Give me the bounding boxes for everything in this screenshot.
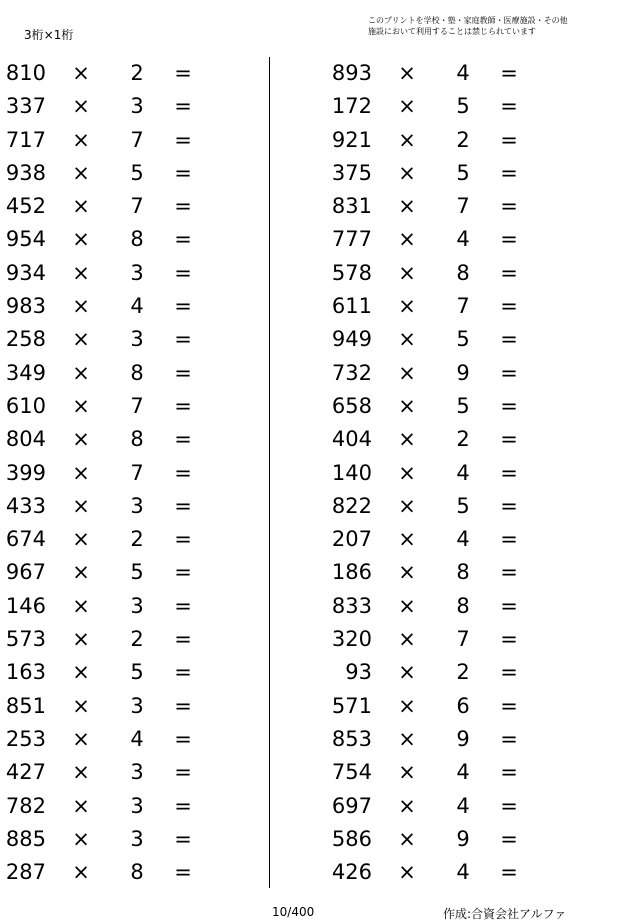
equals-sign: = bbox=[174, 294, 192, 319]
equals-sign: = bbox=[174, 660, 192, 685]
times-sign: × bbox=[398, 327, 416, 352]
multiplicand: 611 bbox=[331, 294, 372, 319]
times-sign: × bbox=[398, 94, 416, 119]
times-sign: × bbox=[398, 793, 416, 818]
multiplicand: 893 bbox=[331, 61, 372, 85]
multiplicand: 433 bbox=[5, 493, 46, 518]
notice-line: 施設において利用することは禁じられています bbox=[368, 27, 536, 36]
multiplicand: 258 bbox=[5, 327, 46, 352]
equals-sign: = bbox=[174, 227, 192, 252]
multiplier: 8 bbox=[130, 360, 144, 385]
multiplier: 5 bbox=[130, 660, 144, 685]
times-sign: × bbox=[72, 560, 90, 585]
times-sign: × bbox=[398, 460, 416, 485]
times-sign: × bbox=[398, 294, 416, 319]
multiplicand: 885 bbox=[5, 826, 46, 851]
times-sign: × bbox=[72, 760, 90, 785]
times-sign: × bbox=[72, 593, 90, 618]
multiplier: 4 bbox=[456, 760, 470, 785]
copyright-notice bbox=[368, 15, 628, 37]
multiplicand: 426 bbox=[331, 860, 372, 885]
times-sign: × bbox=[72, 294, 90, 319]
multiplicand: 754 bbox=[331, 760, 372, 785]
times-sign: × bbox=[72, 94, 90, 119]
multiplier: 9 bbox=[456, 826, 470, 851]
times-sign: × bbox=[398, 227, 416, 252]
multiplier: 3 bbox=[130, 760, 144, 785]
equals-sign: = bbox=[174, 460, 192, 485]
multiplier: 2 bbox=[456, 427, 470, 452]
multiplicand: 717 bbox=[5, 127, 46, 152]
times-sign: × bbox=[72, 327, 90, 352]
equals-sign: = bbox=[500, 160, 518, 185]
multiplier: 3 bbox=[130, 593, 144, 618]
multiplicand: 253 bbox=[5, 726, 46, 751]
worksheet-title: 3桁×1桁 bbox=[24, 28, 74, 42]
times-sign: × bbox=[72, 660, 90, 685]
times-sign: × bbox=[398, 360, 416, 385]
multiplier: 5 bbox=[456, 327, 470, 352]
multiplicand: 375 bbox=[331, 160, 372, 185]
multiplicand: 172 bbox=[331, 94, 372, 119]
multiplicand: 954 bbox=[5, 227, 46, 252]
multiplier: 5 bbox=[130, 160, 144, 185]
multiplier: 7 bbox=[130, 194, 144, 219]
multiplicand: 399 bbox=[5, 460, 46, 485]
multiplicand: 140 bbox=[331, 460, 372, 485]
times-sign: × bbox=[72, 826, 90, 851]
multiplicand: 337 bbox=[5, 94, 46, 119]
multiplier: 5 bbox=[456, 160, 470, 185]
times-sign: × bbox=[398, 660, 416, 685]
equals-sign: = bbox=[174, 360, 192, 385]
equals-sign: = bbox=[500, 460, 518, 485]
multiplier: 5 bbox=[456, 493, 470, 518]
times-sign: × bbox=[398, 393, 416, 418]
multiplier: 7 bbox=[130, 127, 144, 152]
multiplicand: 938 bbox=[5, 160, 46, 185]
times-sign: × bbox=[72, 160, 90, 185]
multiplier: 7 bbox=[130, 393, 144, 418]
multiplier: 8 bbox=[456, 260, 470, 285]
equals-sign: = bbox=[174, 593, 192, 618]
column-divider bbox=[269, 57, 270, 888]
multiplicand: 777 bbox=[331, 227, 372, 252]
times-sign: × bbox=[72, 61, 90, 85]
times-sign: × bbox=[398, 726, 416, 751]
multiplier: 3 bbox=[130, 493, 144, 518]
multiplier: 6 bbox=[456, 693, 470, 718]
multiplier: 9 bbox=[456, 726, 470, 751]
multiplier: 7 bbox=[130, 460, 144, 485]
times-sign: × bbox=[398, 127, 416, 152]
multiplier: 8 bbox=[456, 593, 470, 618]
equals-sign: = bbox=[174, 61, 192, 85]
equals-sign: = bbox=[174, 427, 192, 452]
equals-sign: = bbox=[500, 693, 518, 718]
equals-sign: = bbox=[500, 94, 518, 119]
multiplier: 7 bbox=[456, 294, 470, 319]
times-sign: × bbox=[72, 793, 90, 818]
equals-sign: = bbox=[500, 527, 518, 552]
times-sign: × bbox=[398, 194, 416, 219]
multiplicand: 851 bbox=[5, 693, 46, 718]
multiplicand: 186 bbox=[331, 560, 372, 585]
equals-sign: = bbox=[174, 793, 192, 818]
multiplicand: 949 bbox=[331, 327, 372, 352]
multiplier: 8 bbox=[130, 427, 144, 452]
times-sign: × bbox=[398, 160, 416, 185]
multiplicand: 404 bbox=[331, 427, 372, 452]
equals-sign: = bbox=[500, 127, 518, 152]
multiplicand: 732 bbox=[331, 360, 372, 385]
times-sign: × bbox=[398, 593, 416, 618]
multiplier: 3 bbox=[130, 793, 144, 818]
multiplicand: 427 bbox=[5, 760, 46, 785]
multiplicand: 674 bbox=[5, 527, 46, 552]
equals-sign: = bbox=[174, 393, 192, 418]
multiplier: 4 bbox=[456, 460, 470, 485]
times-sign: × bbox=[72, 227, 90, 252]
multiplicand: 146 bbox=[5, 593, 46, 618]
equals-sign: = bbox=[500, 627, 518, 652]
multiplicand: 571 bbox=[331, 693, 372, 718]
multiplier: 4 bbox=[456, 793, 470, 818]
equals-sign: = bbox=[174, 627, 192, 652]
times-sign: × bbox=[398, 826, 416, 851]
multiplicand: 163 bbox=[5, 660, 46, 685]
multiplicand: 934 bbox=[5, 260, 46, 285]
multiplier: 3 bbox=[130, 693, 144, 718]
multiplicand: 207 bbox=[331, 527, 372, 552]
multiplicand: 573 bbox=[5, 627, 46, 652]
multiplicand: 93 bbox=[345, 660, 372, 685]
multiplier: 7 bbox=[456, 194, 470, 219]
equals-sign: = bbox=[174, 826, 192, 851]
times-sign: × bbox=[72, 393, 90, 418]
equals-sign: = bbox=[174, 127, 192, 152]
multiplier: 3 bbox=[130, 826, 144, 851]
equals-sign: = bbox=[500, 493, 518, 518]
multiplier: 5 bbox=[130, 560, 144, 585]
times-sign: × bbox=[72, 460, 90, 485]
equals-sign: = bbox=[174, 327, 192, 352]
times-sign: × bbox=[398, 260, 416, 285]
equals-sign: = bbox=[500, 560, 518, 585]
times-sign: × bbox=[72, 493, 90, 518]
equals-sign: = bbox=[174, 726, 192, 751]
times-sign: × bbox=[72, 627, 90, 652]
times-sign: × bbox=[398, 427, 416, 452]
times-sign: × bbox=[72, 427, 90, 452]
equals-sign: = bbox=[500, 260, 518, 285]
multiplier: 5 bbox=[456, 94, 470, 119]
multiplier: 8 bbox=[130, 227, 144, 252]
multiplicand: 697 bbox=[331, 793, 372, 818]
times-sign: × bbox=[72, 860, 90, 885]
times-sign: × bbox=[398, 527, 416, 552]
multiplicand: 349 bbox=[5, 360, 46, 385]
multiplicand: 967 bbox=[5, 560, 46, 585]
multiplier: 4 bbox=[456, 860, 470, 885]
multiplier: 4 bbox=[456, 527, 470, 552]
equals-sign: = bbox=[174, 160, 192, 185]
equals-sign: = bbox=[500, 860, 518, 885]
equals-sign: = bbox=[174, 260, 192, 285]
multiplicand: 822 bbox=[331, 493, 372, 518]
equals-sign: = bbox=[174, 693, 192, 718]
equals-sign: = bbox=[174, 527, 192, 552]
equals-sign: = bbox=[174, 760, 192, 785]
multiplicand: 853 bbox=[331, 726, 372, 751]
times-sign: × bbox=[398, 693, 416, 718]
multiplier: 3 bbox=[130, 94, 144, 119]
multiplier: 4 bbox=[130, 294, 144, 319]
equals-sign: = bbox=[500, 793, 518, 818]
equals-sign: = bbox=[500, 194, 518, 219]
equals-sign: = bbox=[500, 427, 518, 452]
multiplier: 5 bbox=[456, 393, 470, 418]
times-sign: × bbox=[72, 527, 90, 552]
multiplier: 7 bbox=[456, 627, 470, 652]
multiplicand: 586 bbox=[331, 826, 372, 851]
notice-line: このプリントを学校・塾・家庭教師・医療施設・その他 bbox=[368, 16, 568, 25]
equals-sign: = bbox=[500, 327, 518, 352]
multiplier: 2 bbox=[456, 660, 470, 685]
multiplier: 3 bbox=[130, 327, 144, 352]
times-sign: × bbox=[72, 260, 90, 285]
equals-sign: = bbox=[500, 760, 518, 785]
times-sign: × bbox=[72, 127, 90, 152]
multiplier: 2 bbox=[456, 127, 470, 152]
multiplicand: 804 bbox=[5, 427, 46, 452]
times-sign: × bbox=[398, 760, 416, 785]
times-sign: × bbox=[72, 693, 90, 718]
author-credit: 作成:合資会社アルファ bbox=[443, 907, 567, 921]
equals-sign: = bbox=[500, 726, 518, 751]
equals-sign: = bbox=[174, 860, 192, 885]
times-sign: × bbox=[398, 493, 416, 518]
multiplier: 4 bbox=[456, 61, 470, 85]
multiplicand: 320 bbox=[331, 627, 372, 652]
equals-sign: = bbox=[174, 194, 192, 219]
times-sign: × bbox=[398, 860, 416, 885]
times-sign: × bbox=[398, 61, 416, 85]
multiplicand: 831 bbox=[331, 194, 372, 219]
multiplier: 9 bbox=[456, 360, 470, 385]
equals-sign: = bbox=[500, 660, 518, 685]
multiplicand: 452 bbox=[5, 194, 46, 219]
equals-sign: = bbox=[174, 560, 192, 585]
equals-sign: = bbox=[500, 593, 518, 618]
equals-sign: = bbox=[174, 493, 192, 518]
multiplicand: 578 bbox=[331, 260, 372, 285]
times-sign: × bbox=[398, 560, 416, 585]
equals-sign: = bbox=[500, 393, 518, 418]
times-sign: × bbox=[72, 726, 90, 751]
page-number: 10/400 bbox=[272, 905, 315, 919]
equals-sign: = bbox=[500, 294, 518, 319]
multiplier: 3 bbox=[130, 260, 144, 285]
equals-sign: = bbox=[500, 227, 518, 252]
times-sign: × bbox=[72, 360, 90, 385]
multiplicand: 983 bbox=[5, 294, 46, 319]
multiplier: 2 bbox=[130, 61, 144, 85]
equals-sign: = bbox=[500, 826, 518, 851]
multiplier: 8 bbox=[456, 560, 470, 585]
multiplicand: 287 bbox=[5, 860, 46, 885]
multiplicand: 610 bbox=[5, 393, 46, 418]
times-sign: × bbox=[72, 194, 90, 219]
multiplicand: 921 bbox=[331, 127, 372, 152]
multiplier: 2 bbox=[130, 627, 144, 652]
multiplicand: 782 bbox=[5, 793, 46, 818]
multiplicand: 658 bbox=[331, 393, 372, 418]
multiplicand: 810 bbox=[5, 61, 46, 85]
times-sign: × bbox=[398, 627, 416, 652]
equals-sign: = bbox=[500, 61, 518, 85]
multiplier: 4 bbox=[130, 726, 144, 751]
equals-sign: = bbox=[174, 94, 192, 119]
multiplicand: 833 bbox=[331, 593, 372, 618]
equals-sign: = bbox=[500, 360, 518, 385]
multiplier: 4 bbox=[456, 227, 470, 252]
multiplier: 2 bbox=[130, 527, 144, 552]
multiplier: 8 bbox=[130, 860, 144, 885]
